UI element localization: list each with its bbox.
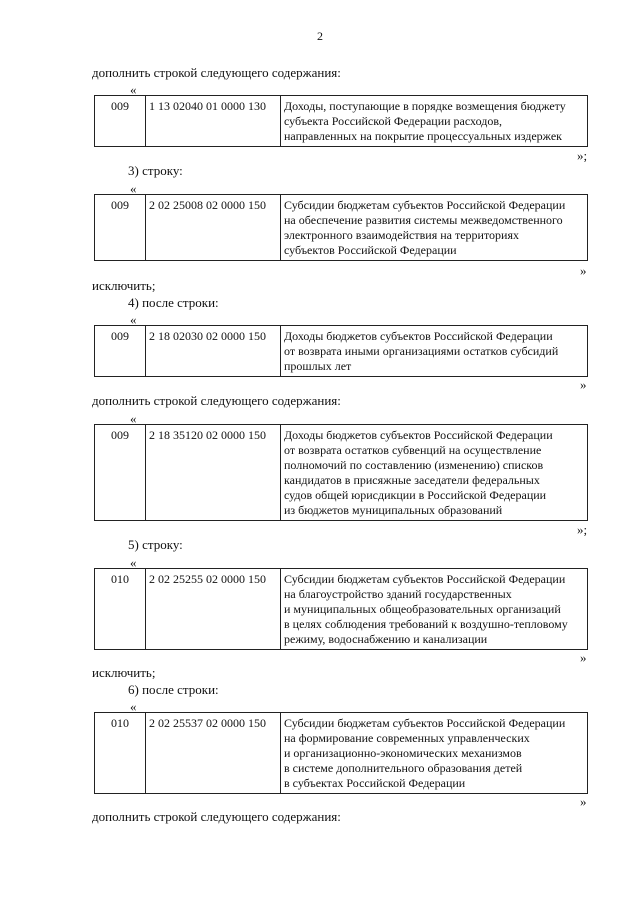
closing-quote: »: [580, 794, 587, 809]
budget-row-table: [94, 568, 588, 650]
budget-row-table: [94, 95, 588, 147]
admin-code: 009: [95, 425, 146, 521]
instruction-text: 5) строку:: [128, 537, 183, 552]
instruction-text: 6) после строки:: [128, 682, 219, 697]
table-row: [95, 96, 588, 147]
budget-row-table: [94, 712, 588, 794]
revenue-description: Доходы бюджетов субъектов Российской Федерации от возврата иными организациями остатков субсидий прошлых лет: [281, 326, 588, 377]
budget-classification-code: 2 02 25008 02 0000 150: [146, 195, 281, 261]
opening-quote: «: [130, 699, 137, 714]
revenue-description: Доходы, поступающие в порядке возмещения бюджету субъекта Российской Федерации расходов, направленных на покрытие процессуальных издержек: [281, 96, 588, 147]
opening-quote: «: [130, 312, 137, 327]
admin-code: 009: [95, 326, 146, 377]
revenue-description: Субсидии бюджетам субъектов Российской Федерации на обеспечение развития системы межведомственного электронного взаимодействия на территориях субъектов Российской Федерации: [281, 195, 588, 261]
admin-code: 009: [95, 195, 146, 261]
budget-row-table: [94, 194, 588, 261]
closing-quote: »: [580, 377, 587, 392]
instruction-text: 3) строку:: [128, 163, 183, 178]
instruction-text: дополнить строкой следующего содержания:: [92, 65, 341, 80]
page-number: 2: [317, 29, 323, 43]
revenue-description: Субсидии бюджетам субъектов Российской Федерации на благоустройство зданий государственных и муниципальных общеобразовательных организаций в целях соблюдения требований к воздушно-тепловому режиму, водоснабжению и канализации: [281, 569, 588, 650]
table-row: [95, 569, 588, 650]
budget-classification-code: 2 18 02030 02 0000 150: [146, 326, 281, 377]
instruction-text: дополнить строкой следующего содержания:: [92, 809, 341, 824]
table-row: [95, 713, 588, 794]
opening-quote: «: [130, 555, 137, 570]
instruction-text: исключить;: [92, 278, 156, 293]
opening-quote: «: [130, 181, 137, 196]
budget-row-table: [94, 325, 588, 377]
budget-classification-code: 1 13 02040 01 0000 130: [146, 96, 281, 147]
table-row: [95, 326, 588, 377]
closing-quote: »;: [577, 522, 588, 537]
opening-quote: «: [130, 411, 137, 426]
admin-code: 010: [95, 569, 146, 650]
budget-row-table: [94, 424, 588, 521]
closing-quote: »: [580, 263, 587, 278]
instruction-text: дополнить строкой следующего содержания:: [92, 393, 341, 408]
instruction-text: 4) после строки:: [128, 295, 219, 310]
closing-quote: »: [580, 650, 587, 665]
admin-code: 009: [95, 96, 146, 147]
table-row: [95, 195, 588, 261]
admin-code: 010: [95, 713, 146, 794]
budget-classification-code: 2 18 35120 02 0000 150: [146, 425, 281, 521]
revenue-description: Доходы бюджетов субъектов Российской Федерации от возврата остатков субвенций на осуществление полномочий по составлению (изменению) списков кандидатов в присяжные заседатели федеральных судов общей юрисдикции в Российской Федерации из бюджетов муниципальных образований: [281, 425, 588, 521]
budget-classification-code: 2 02 25255 02 0000 150: [146, 569, 281, 650]
closing-quote: »;: [577, 148, 588, 163]
revenue-description: Субсидии бюджетам субъектов Российской Федерации на формирование современных управленческих и организационно-экономических механизмов в системе дополнительного образования детей в субъектах Российской Федерации: [281, 713, 588, 794]
opening-quote: «: [130, 82, 137, 97]
budget-classification-code: 2 02 25537 02 0000 150: [146, 713, 281, 794]
table-row: [95, 425, 588, 521]
instruction-text: исключить;: [92, 665, 156, 680]
